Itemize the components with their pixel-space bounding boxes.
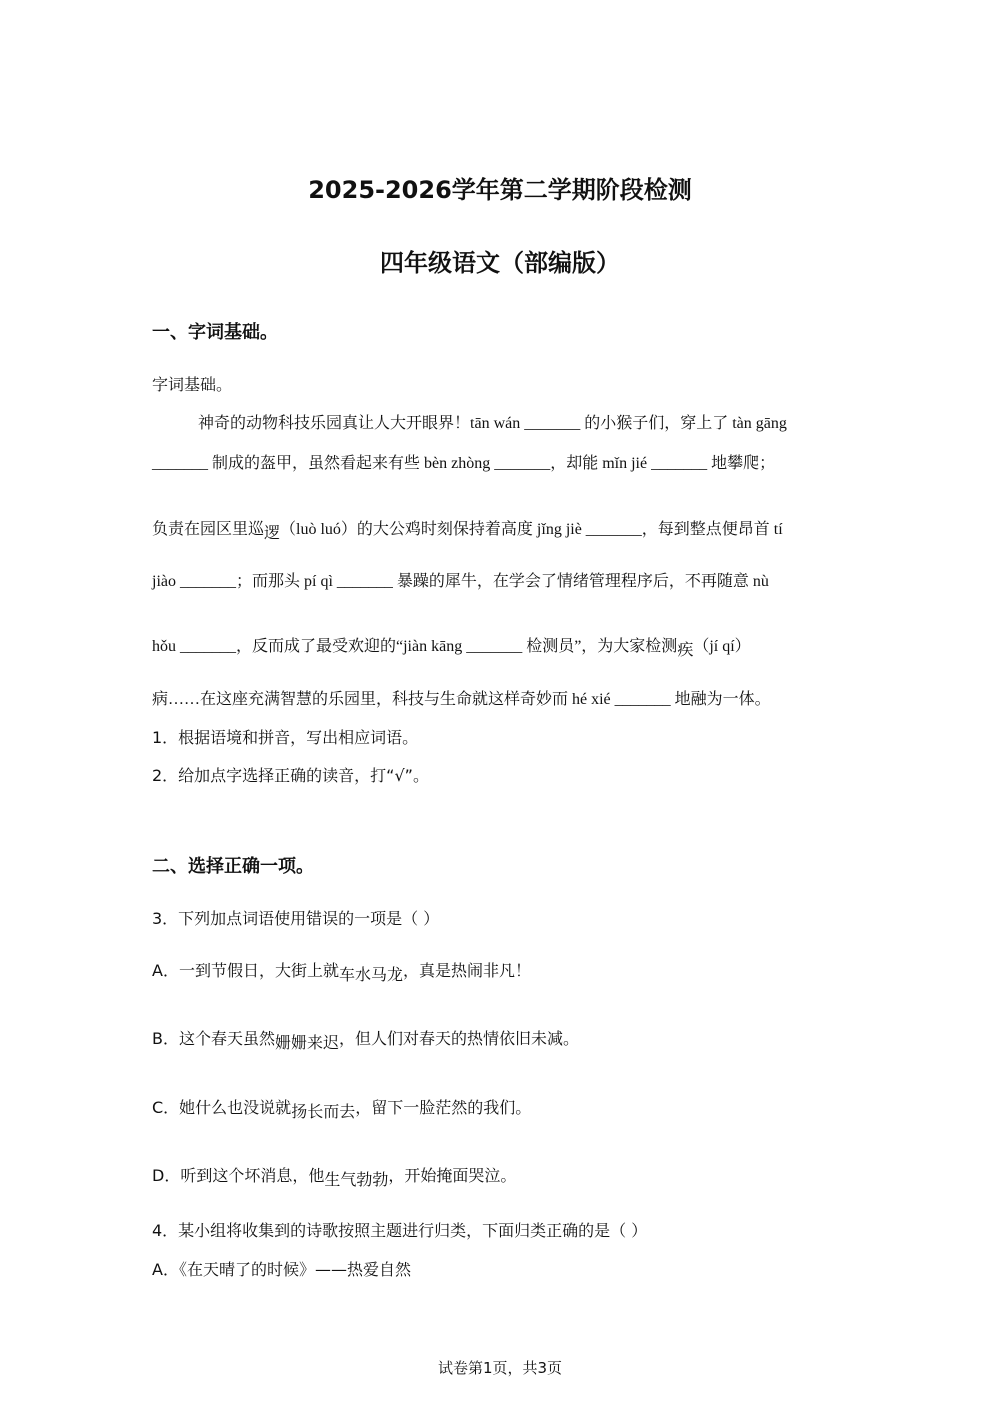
section1-heading: 一、字词基础。 — [152, 322, 278, 343]
question-2: 2．给加点字选择正确的读音，打“√”。 — [152, 766, 429, 785]
q3-option-b-post: ，但人们对春天的热情依旧未减。 — [339, 1029, 580, 1048]
q3-option-b-dotted: 姗姗来迟 — [274, 1033, 339, 1052]
q3-option-a — [152, 958, 531, 984]
q4-option-a: A．《在天晴了的时候》——热爱自然 — [152, 1260, 411, 1279]
passage-line-3-post: （luò luó）的大公鸡时刻保持着高度 jǐng jiè _______，每到整点便昂首 tí — [280, 521, 783, 538]
passage-line-1-pinyin: tān wán _______ 的小猴子们，穿上了 tàn gāng — [470, 415, 787, 432]
dotted-char-luo: 逻 — [264, 523, 281, 542]
q3-option-d-dotted: 生气勃勃 — [324, 1170, 389, 1189]
q3-option-d-pre: D．听到这个坏消息，他 — [152, 1166, 325, 1185]
q3-option-c — [152, 1095, 532, 1121]
question-4: 4．某小组将收集到的诗歌按照主题进行归类，下面归类正确的是（ ） — [152, 1221, 648, 1240]
passage-line-5-post: （jí qí） — [693, 638, 751, 655]
q3-option-a-post: ，真是热闹非凡！ — [402, 961, 531, 980]
passage-line-5 — [152, 633, 751, 659]
passage-line-3 — [152, 516, 783, 542]
passage-line-4: jiào _______；而那头 pí qì _______ 暴躁的犀牛，在学会了情绪管理程序后，不再随意 nù — [152, 573, 769, 590]
q3-option-b — [152, 1026, 580, 1052]
q3-option-d-post: ，开始掩面哭泣。 — [388, 1166, 517, 1185]
q3-option-c-pre: C．她什么也没说就 — [152, 1098, 292, 1117]
q3-option-c-post: ，留下一脸茫然的我们。 — [355, 1098, 532, 1117]
passage-line-1 — [198, 410, 787, 433]
question-1: 1．根据语境和拼音，写出相应词语。 — [152, 728, 419, 747]
passage-line-1-text: 神奇的动物科技乐园真让人大开眼界！ — [198, 413, 471, 432]
page-title: 2025-2026学年第二学期阶段检测 — [308, 176, 692, 204]
question-3: 3．下列加点词语使用错误的一项是（ ） — [152, 909, 440, 928]
q3-option-d — [152, 1163, 517, 1189]
q3-option-a-dotted: 车水马龙 — [338, 965, 403, 984]
page-subtitle: 四年级语文（部编版） — [380, 249, 620, 277]
q3-option-c-dotted: 扬长而去 — [291, 1102, 356, 1121]
q3-option-b-pre: B．这个春天虽然 — [152, 1029, 275, 1048]
page-footer: 试卷第1页，共3页 — [437, 1359, 563, 1377]
passage-line-5-pre: hǒu _______，反而成了最受欢迎的“jiàn kāng _______ 检测员”，为大家检测 — [152, 638, 678, 655]
section2-heading: 二、选择正确一项。 — [152, 856, 314, 877]
passage-line-6: 病……在这座充满智慧的乐园里，科技与生命就这样奇妙而 hé xié _______ 地融为一体。 — [152, 691, 771, 708]
dotted-char-ji: 疾 — [677, 640, 694, 659]
q3-option-a-pre: A．一到节假日，大街上就 — [152, 961, 339, 980]
section1-intro: 字词基础。 — [152, 375, 233, 394]
passage-line-3-pre: 负责在园区里巡 — [152, 519, 265, 538]
passage-line-2: _______ 制成的盔甲，虽然看起来有些 bèn zhòng _______，却能 mǐn jié _______ 地攀爬； — [152, 455, 776, 472]
